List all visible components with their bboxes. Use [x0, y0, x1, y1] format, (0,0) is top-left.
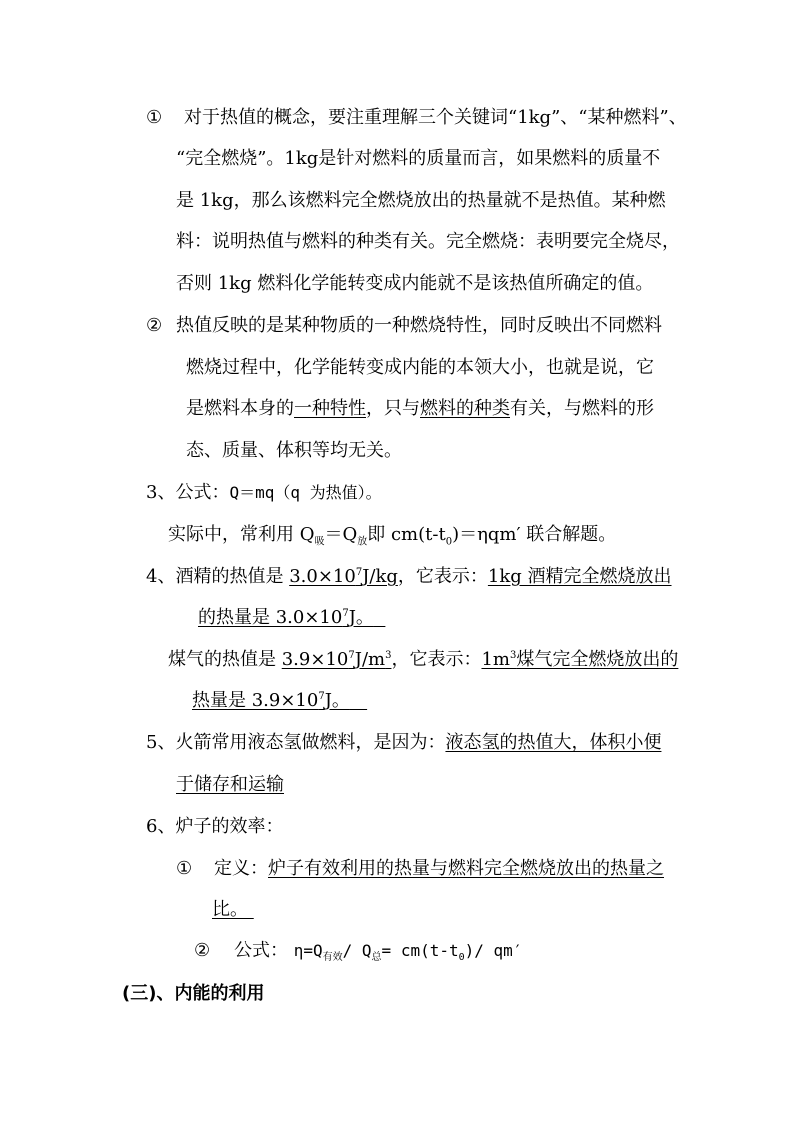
s4-l1-b: ，它表示： — [397, 566, 488, 587]
p1-line3: 是 1kg，那么该燃料完全燃烧放出的热量就不是热值。某种燃 — [176, 190, 666, 211]
s6-def-line2 — [212, 898, 254, 922]
s4-line4 — [192, 689, 367, 713]
s3-l2-d: )＝ηqm′ 联合解题。 — [452, 524, 617, 545]
s6-title: 6、炉子的效率： — [146, 816, 284, 837]
s6-formula-line — [234, 939, 522, 963]
p2-line3-a: 是燃料本身的 — [186, 398, 294, 419]
p2-line3-c: ，只与 — [366, 398, 420, 419]
s5-l1-a: 5、火箭常用液态氢做燃料，是因为： — [146, 732, 446, 753]
s3-formula: Q＝mq（q 为热值）。 — [229, 483, 382, 502]
underline-fuel-type: 燃料的种类 — [420, 398, 510, 419]
s3-line1 — [146, 481, 382, 505]
def-label: 定义： — [214, 858, 268, 879]
p2-line2: 燃烧过程中，化学能转变成内能的本领大小，也就是说，它 — [186, 357, 654, 378]
hydrogen-reason-2: 于储存和运输 — [176, 774, 284, 795]
s4-line1 — [146, 565, 672, 589]
s6-def-line1 — [214, 857, 664, 881]
section-heading: (三)、内能的利用 — [122, 983, 265, 1004]
s3-l2-c: 即 cm(t-t — [367, 524, 446, 545]
s4-line2 — [198, 606, 385, 630]
sub-absorb: 吸 — [314, 536, 325, 548]
p2-line4: 态、质量、体积等均无关。 — [186, 440, 402, 461]
s5-line1 — [146, 731, 661, 755]
s3-l2-a: 实际中，常利用 Q — [168, 524, 315, 545]
underline-a-kind-of-property: 一种特性 — [294, 398, 366, 419]
s3-l2-b: ＝Q — [324, 524, 358, 545]
marker-2: ② — [146, 315, 163, 336]
p2-line3-e: 有关，与燃料的形 — [510, 398, 654, 419]
p2-line1: 热值反映的是某种物质的一种燃烧特性，同时反映出不同燃料 — [176, 315, 662, 336]
formula-label: 公式： — [234, 940, 288, 961]
p1-line1: 对于热值的概念，要注重理解三个关键词“1kg”、“某种燃料”、 — [184, 107, 687, 128]
def-text-1: 炉子有效利用的热量与燃料完全燃烧放出的热量之 — [268, 858, 664, 879]
s3-label: 3、公式： — [146, 482, 230, 503]
alcohol-meaning-2: 的热量是 $3.0\times 10^7J$。 — [198, 607, 374, 628]
s4-l1-a: 4、酒精的热值是 — [146, 566, 290, 587]
p2-line3 — [186, 397, 654, 421]
s4-l3-b: ，它表示： — [391, 649, 482, 670]
sub-release: 放 — [357, 536, 368, 548]
p1-line5: 否则 1kg 燃料化学能转变成内能就不是该热值所确定的值。 — [176, 273, 654, 294]
p1-line4: 料：说明热值与燃料的种类有关。完全燃烧：表明要完全烧尽， — [176, 231, 680, 252]
gas-meaning-1: $1m^3$煤气完全燃烧放出的 — [481, 649, 679, 670]
s5-line2 — [176, 773, 284, 797]
alcohol-heat-value: $3.0\times 10^7J/kg$ — [289, 566, 398, 587]
s4-line3 — [168, 648, 678, 672]
s6-def-marker: ① — [176, 858, 193, 879]
def-text-2: 比。 — [212, 899, 248, 920]
gas-meaning-2: 热量是 $3.9\times 10^7J$。 — [192, 690, 350, 711]
sub-zero: 0 — [445, 536, 453, 548]
gas-heat-value: $3.9\times 10^7J/m^3$ — [281, 649, 392, 670]
s3-line2 — [168, 523, 616, 547]
alcohol-meaning-1: 1kg 酒精完全燃烧放出 — [487, 566, 672, 587]
hydrogen-reason-1: 液态氢的热值大，体积小便 — [445, 732, 662, 753]
s4-l3-a: 煤气的热值是 — [168, 649, 282, 670]
efficiency-formula: $\eta=Q_{有效}/$ $Q_总= cm(t-t_0)/$ qm′ — [293, 941, 523, 964]
s6-formula-marker: ② — [194, 940, 211, 961]
p1-line2: “完全燃烧”。1kg是针对燃料的质量而言，如果燃料的质量不 — [176, 148, 661, 169]
marker-1: ① — [146, 107, 163, 128]
